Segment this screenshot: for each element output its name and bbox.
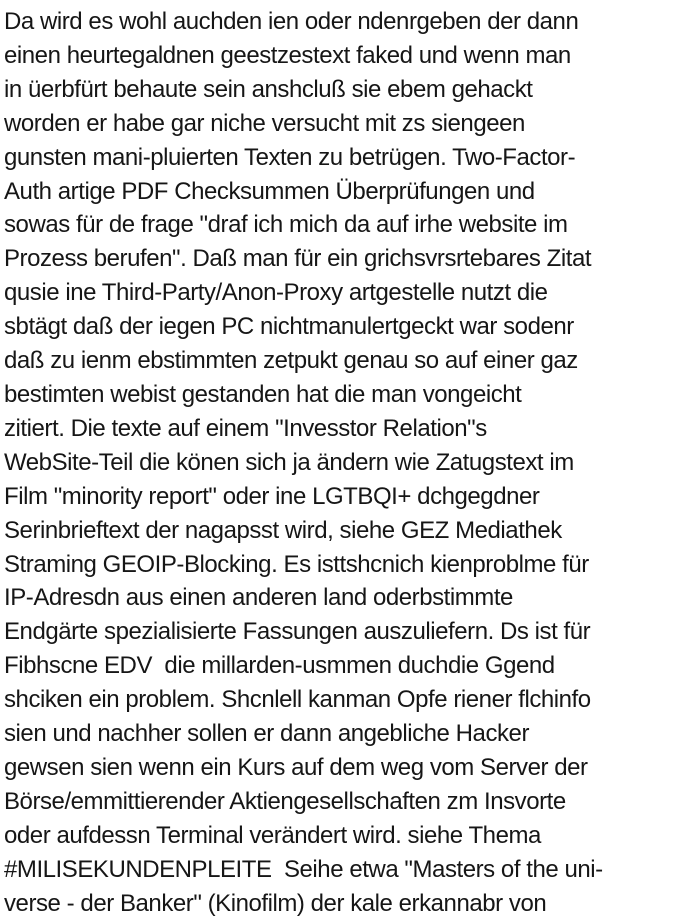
text-line: worden er habe gar niche versucht mit zs siengeen (4, 109, 525, 137)
text-line: Börse/emmittierender Aktiengesellschaften zm Insvorte (4, 787, 566, 815)
text-body (4, 5, 684, 920)
text-line: zitiert. Die texte auf einem "Invesstor Relation"s (4, 414, 487, 442)
text-line: sbtägt daß der iegen PC nichtmanulertgeckt war sodenr (4, 313, 574, 341)
text-line: #MILISEKUNDENPLEITE Seihe etwa "Masters of the uni- (4, 855, 603, 883)
text-line: Endgärte spezialisierte Fassungen auszuliefern. Ds ist für (4, 618, 591, 646)
text-line: qusie ine Third-Party/Anon-Proxy artgestelle nutzt die (4, 279, 548, 307)
text-line: WebSite-Teil die könen sich ja ändern wie Zatugstext im (4, 448, 574, 476)
text-line: in üerbfürt behaute sein anshcluß sie ebem gehackt (4, 75, 533, 103)
text-line: daß zu ienm ebstimmten zetpukt genau so auf einer gaz (4, 347, 578, 375)
text-line: einen heurtegaldnen geestzestext faked und wenn man (4, 41, 571, 69)
text-line: sowas für de frage "draf ich mich da auf irhe website im (4, 211, 568, 239)
text-line: IP-Adresdn aus einen anderen land oderbstimmte (4, 584, 513, 612)
text-line: Da wird es wohl auchden ien oder ndenrgeben der dann (4, 8, 579, 35)
text-line: Auth artige PDF Checksummen Überprüfungen und (4, 177, 535, 205)
text-line: gunsten mani-pluierten Texten zu betrügen. Two-Factor- (4, 143, 576, 171)
text-line: verse - der Banker" (Kinofilm) der kale erkannabr von (4, 889, 547, 917)
text-line: Prozess berufen". Daß man für ein grichsvrsrtebares Zitat (4, 245, 592, 273)
text-line: gewsen sien wenn ein Kurs auf dem weg vom Server der (4, 753, 588, 781)
text-line: bestimten webist gestanden hat die man vongeicht (4, 380, 522, 408)
text-line: shciken ein problem. Shcnlell kanman Opfe riener flchinfo (4, 686, 591, 714)
text-line: Film "minority report" oder ine LGTBQI+ dchgegdner (4, 482, 540, 510)
text-line: Fibhscne EDV die millarden-usmmen duchdie Ggend (4, 652, 555, 680)
text-line: oder aufdessn Terminal verändert wird. siehe Thema (4, 821, 541, 849)
text-line: Serinbrieftext der nagapsst wird, siehe GEZ Mediathek (4, 516, 562, 544)
text-line: sien und nachher sollen er dann angebliche Hacker (4, 720, 529, 748)
text-line: Straming GEOIP-Blocking. Es isttshcnich kienproblme für (4, 550, 589, 578)
